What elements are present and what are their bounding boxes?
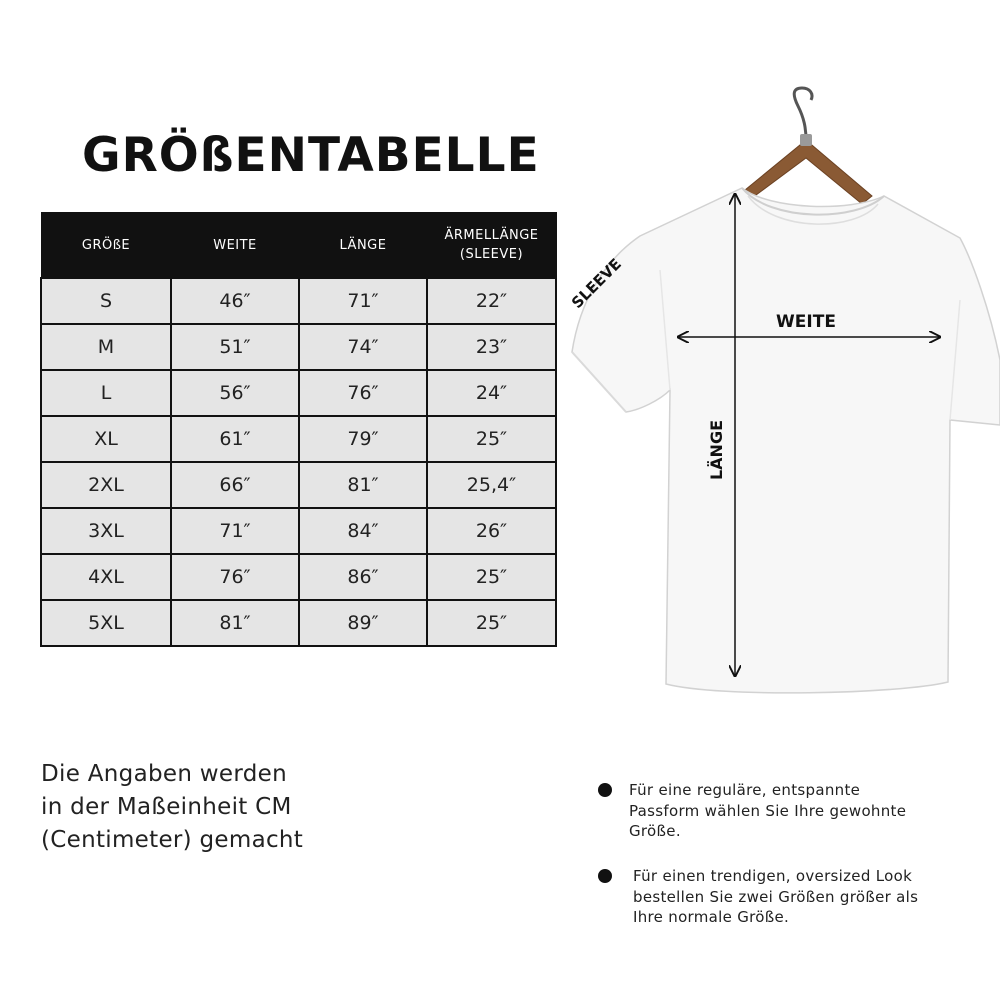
header-sleeve-length xyxy=(427,213,556,279)
cell-width: 51″ xyxy=(171,324,299,370)
cell-size: 3XL xyxy=(41,508,171,554)
tshirt-icon xyxy=(572,188,1000,693)
header-sleeve-sub-label: (SLEEVE) xyxy=(459,247,524,262)
cell-length: 71″ xyxy=(299,278,427,324)
cell-sleeve: 23″ xyxy=(427,324,556,370)
cell-length: 79″ xyxy=(299,416,427,462)
cell-size: 2XL xyxy=(41,462,171,508)
fit-tip-line: bestellen Sie zwei Größen größer als xyxy=(633,887,919,906)
width-label: WEITE xyxy=(776,312,836,332)
fit-tip-text xyxy=(633,866,918,928)
cell-length: 84″ xyxy=(299,508,427,554)
fit-tip-text xyxy=(629,780,906,842)
cell-width: 71″ xyxy=(171,508,299,554)
cell-width: 61″ xyxy=(171,416,299,462)
fit-tip-line: Ihre normale Größe. xyxy=(633,908,790,926)
cell-length: 81″ xyxy=(299,462,427,508)
cell-width: 56″ xyxy=(171,370,299,416)
tshirt-diagram xyxy=(560,80,1000,700)
cell-length: 89″ xyxy=(299,600,427,646)
fit-tip-regular xyxy=(598,780,906,842)
cell-sleeve: 25,4″ xyxy=(427,462,556,508)
cell-sleeve: 25″ xyxy=(427,554,556,600)
header-width: WEITE xyxy=(171,213,299,279)
cell-size: XL xyxy=(41,416,171,462)
table-row xyxy=(41,370,556,416)
unit-note xyxy=(41,758,303,857)
fit-tip-line: Passform wählen Sie Ihre gewohnte xyxy=(629,801,907,820)
unit-note-line: (Centimeter) gemacht xyxy=(41,827,304,853)
bullet-dot-icon xyxy=(598,869,612,883)
bullet-dot-icon xyxy=(598,783,612,797)
table-row xyxy=(41,600,556,646)
cell-sleeve: 25″ xyxy=(427,416,556,462)
fit-tip-oversized xyxy=(598,866,918,928)
unit-note-line: Die Angaben werden xyxy=(41,761,287,787)
cell-width: 66″ xyxy=(171,462,299,508)
cell-length: 76″ xyxy=(299,370,427,416)
cell-size: L xyxy=(41,370,171,416)
cell-sleeve: 22″ xyxy=(427,278,556,324)
length-label: LÄNGE xyxy=(707,419,726,481)
cell-size: M xyxy=(41,324,171,370)
table-row xyxy=(41,462,556,508)
cell-sleeve: 24″ xyxy=(427,370,556,416)
fit-tip-line: Für eine reguläre, entspannte xyxy=(629,781,861,799)
hanger-icon xyxy=(745,88,872,204)
table-row xyxy=(41,508,556,554)
page-title: GRÖßENTABELLE xyxy=(82,128,540,183)
cell-size: 4XL xyxy=(41,554,171,600)
table-header-row xyxy=(41,213,556,279)
table-row xyxy=(41,324,556,370)
table-row xyxy=(41,554,556,600)
cell-sleeve: 26″ xyxy=(427,508,556,554)
size-table xyxy=(40,212,557,647)
fit-tip-line: Für einen trendigen, oversized Look xyxy=(633,867,913,885)
cell-length: 74″ xyxy=(299,324,427,370)
cell-width: 76″ xyxy=(171,554,299,600)
cell-width: 46″ xyxy=(171,278,299,324)
sleeve-label: SLEEVE xyxy=(567,254,626,313)
header-sleeve-length-label: ÄRMELLÄNGE xyxy=(444,228,539,243)
cell-length: 86″ xyxy=(299,554,427,600)
cell-size: 5XL xyxy=(41,600,171,646)
header-length: LÄNGE xyxy=(299,213,427,279)
table-row xyxy=(41,416,556,462)
table-row xyxy=(41,278,556,324)
cell-size: S xyxy=(41,278,171,324)
cell-sleeve: 25″ xyxy=(427,600,556,646)
fit-tip-line: Größe. xyxy=(629,822,681,840)
header-size: GRÖßE xyxy=(41,213,171,279)
cell-width: 81″ xyxy=(171,600,299,646)
unit-note-line: in der Maßeinheit CM xyxy=(41,794,292,820)
